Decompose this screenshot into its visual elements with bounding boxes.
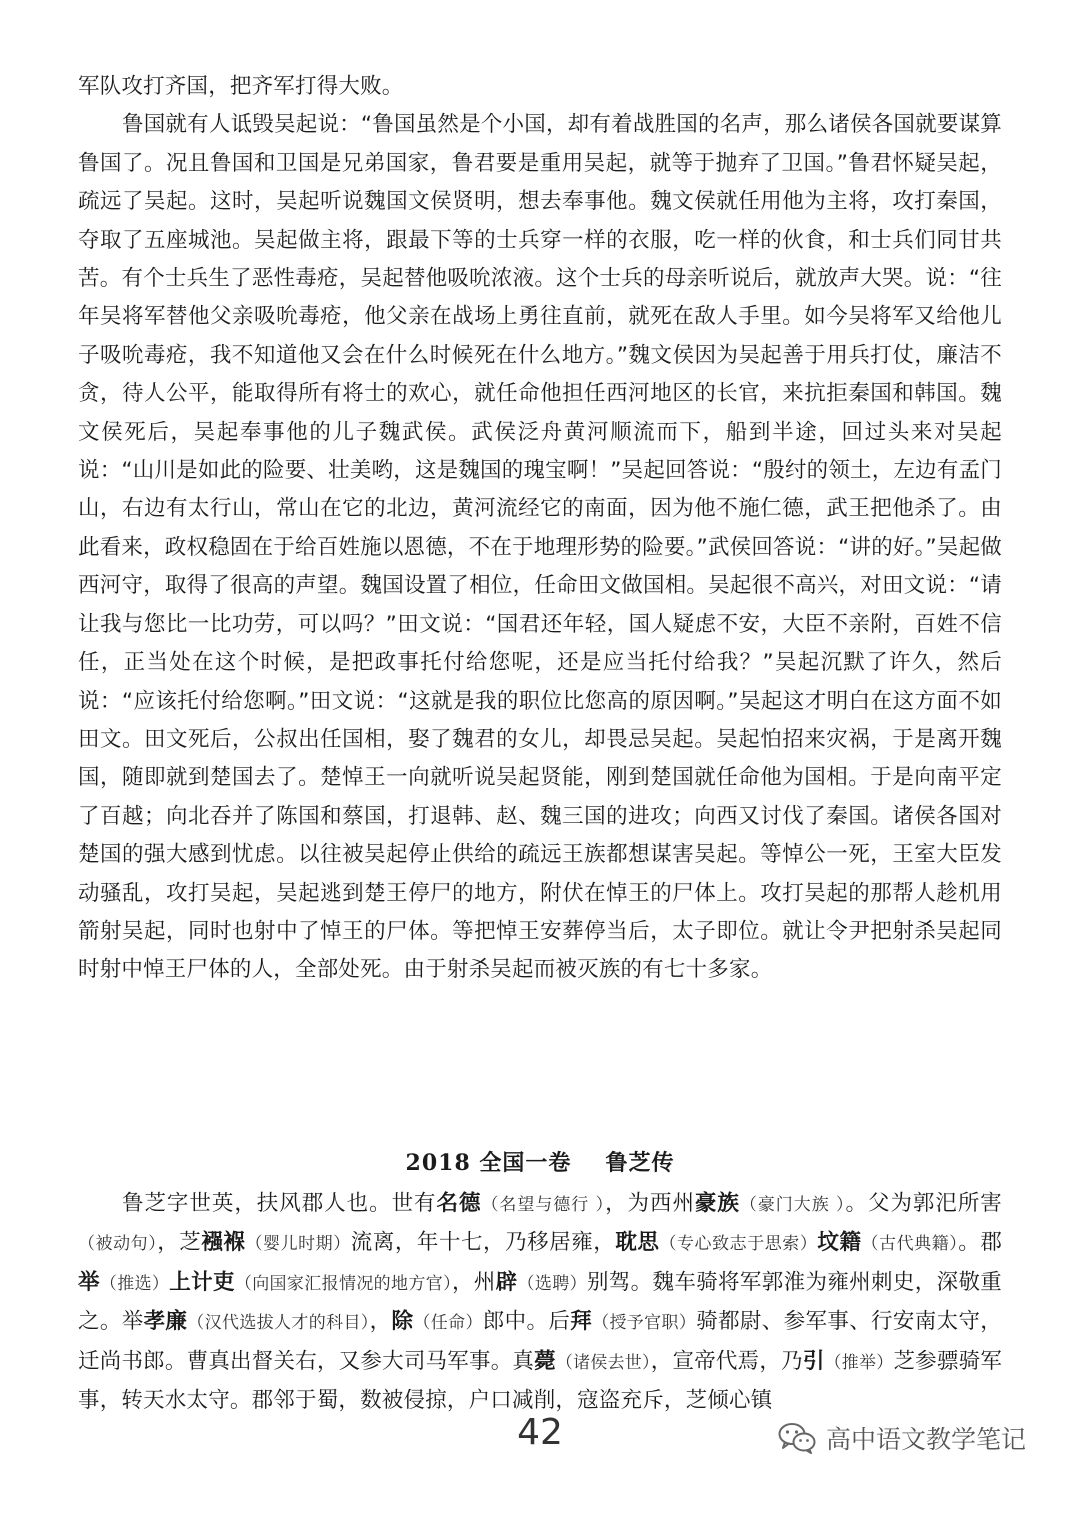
text-run: ，为西州 [605,1191,695,1216]
wechat-icon [778,1422,816,1454]
annotation: （选聘） [517,1273,587,1294]
annotation: （古代典籍） [861,1234,959,1255]
keyword: 举 [78,1269,100,1295]
classical-text [78,1185,1002,1420]
text-run: ，宣帝代焉，乃 [650,1348,803,1374]
watermark-text: 高中语文教学笔记 [826,1425,1027,1454]
keyword: 引 [802,1348,825,1374]
annotation: （婴儿时期） [245,1234,351,1255]
annotation: （豪门大族 ） [739,1195,846,1215]
annotation: （名望与德行 ） [481,1195,606,1215]
translation-paragraph: 鲁国就有人诋毁吴起说：“鲁国虽然是个小国，却有着战胜国的名声，那么诸侯各国就要谋算鲁国了。况且鲁国和卫国是兄弟国家，鲁君要是重用吴起，就等于抛弃了卫国。”鲁君怀疑吴起，疏远了吴起。这时，吴起听说魏国文侯贤明，想去奉事他。魏文侯就任用他为主将，攻打秦国，夺取了五座城池。吴起做主将，跟最下等的士兵穿一样的衣服，吃一样的伙食，和士兵们同甘共苦。有个士兵生了恶性毒疮，吴起替他吸吮浓液。这个士兵的母亲听说后，就放声大哭。说：“往年吴将军替他父亲吸吮毒疮，他父亲在战场上勇往直前，就死在敌人手里。如今吴将军又给他儿子吸吮毒疮，我不知道他又会在什么时候死在什么地方。”魏文侯因为吴起善于用兵打仗，廉洁不贪，待人公平，能取得所有将士的欢心，就任命他担任西河地区的长官，来抗拒秦国和韩国。魏文侯死后，吴起奉事他的儿子魏武侯。武侯泛舟黄河顺流而下，船到半途，回过头来对吴起说：“山川是如此的险要、壮美哟，这是魏国的瑰宝啊！”吴起回答说：“殷纣的领土，左边有孟门山，右边有太行山，常山在它的北边，黄河流经它的南面，因为他不施仁德，武王把他杀了。由此看来，政权稳固在于给百姓施以恩德，不在于地理形势的险要。”武侯回答说：“讲的好。”吴起做西河守，取得了很高的声望。魏国设置了相位，任命田文做国相。吴起很不高兴，对田文说：“请让我与您比一比功劳，可以吗？”田文说：“国君还年轻，国人疑虑不安，大臣不亲附，百姓不信任，正当处在这个时候，是把政事托付给您呢，还是应当托付给我？”吴起沉默了许久，然后说：“应该托付给您啊。”田文说：“这就是我的职位比您高的原因啊。”吴起这才明白在这方面不如田文。田文死后，公叔出任国相，娶了魏君的女儿，却畏忌吴起。吴起怕招来灾祸，于是离开魏国，随即就到楚国去了。楚悼王一向就听说吴起贤能，刚到楚国就任命他为国相。于是向南平定了百越；向北吞并了陈国和蔡国，打退韩、赵、魏三国的进攻；向西又讨伐了秦国。诸侯各国对楚国的强大感到忧虑。以往被吴起停止供给的疏远王族都想谋害吴起。等悼公一死，王室大臣发动骚乱，攻打吴起，吴起逃到楚王停尸的地方，附伏在悼王的尸体上。攻打吴起的那帮人趁机用箭射吴起，同时也射中了悼王的尸体。等把悼王安葬停当后，太子即位。就让令尹把射杀吴起同时射中悼王尸体的人，全部处死。由于射杀吴起而被灭族的有七十多家。 [78,112,1002,983]
keyword: 拜 [570,1309,593,1335]
keyword: 除 [391,1309,414,1335]
section-title-piece: 鲁芝传 [605,1150,675,1176]
section-title-exam: 2018 全国一卷 [405,1150,572,1176]
translation-text [78,68,1002,990]
annotation: （推选） [99,1273,170,1294]
annotation: （授予官职） [592,1313,697,1334]
classical-paragraph [78,1185,1002,1420]
text-run: 。郡 [958,1230,1003,1256]
continuation-line: 军队攻打齐国，把齐军打得大败。 [78,74,404,99]
text-run: 芝参骠骑军事，转天水太守。郡邻于蜀，数被侵掠，户口减削，寇盗充斥，芝倾心镇 [78,1348,1003,1414]
text-run: 骑都尉、参军事、行安南太守，迁尚书郎。曹真出督关右，又参大司马军事。真 [78,1309,1003,1374]
keyword: 坟籍 [817,1230,862,1256]
keyword: 襁褓 [201,1230,246,1256]
text-run: ，州 [451,1269,496,1295]
annotation: （被动句） [78,1234,158,1255]
text-run: 郎中。后 [482,1309,571,1335]
keyword: 名德 [436,1191,482,1216]
section-title [0,1146,1080,1177]
text-run: 别驾。魏车骑将军郭淮为雍州刺史，深敬重之。举 [78,1269,1002,1335]
text-run: ，芝 [157,1230,202,1256]
annotation: （专心致志于思索） [659,1234,818,1255]
keyword: 上计吏 [169,1269,235,1295]
annotation: （诸侯去世） [555,1352,651,1373]
watermark [778,1418,1026,1458]
annotation: （任命） [413,1313,483,1334]
keyword: 辟 [495,1269,518,1295]
annotation: （汉代选拔人才的科目） [187,1313,370,1334]
text-run: ， [369,1309,392,1335]
keyword: 耽思 [615,1230,660,1256]
page-number: 42 [517,1412,563,1453]
keyword: 孝廉 [143,1309,188,1335]
keyword: 豪族 [694,1191,740,1216]
text-run: 。父为郭汜所害 [845,1191,1002,1216]
annotation: （推举） [824,1352,894,1373]
text-run: 鲁芝字世英，扶风郡人也。世有 [122,1191,437,1216]
annotation: （向国家汇报情况的地方官） [234,1273,452,1294]
keyword: 薨 [534,1348,556,1374]
text-run: 流离，年十七，乃移居雍， [350,1230,616,1256]
